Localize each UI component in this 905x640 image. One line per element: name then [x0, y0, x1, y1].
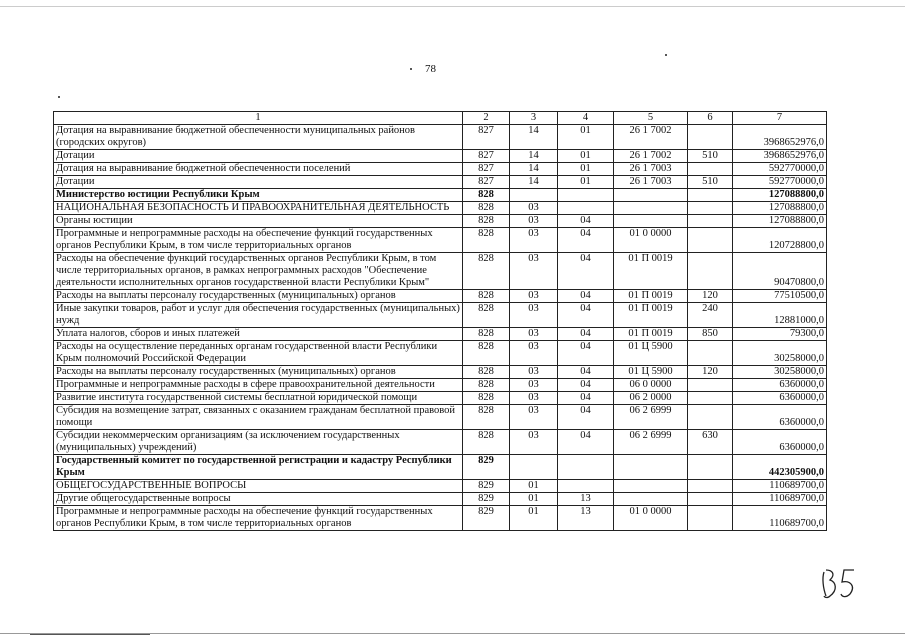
subsection-code-cell: 01 [558, 163, 614, 176]
table-row [54, 328, 827, 341]
amount-cell: 3968652976,0 [733, 150, 827, 163]
expense-type-cell [688, 189, 733, 202]
expense-type-cell [688, 125, 733, 150]
expense-type-cell [688, 493, 733, 506]
target-code-cell [614, 455, 688, 480]
expense-name-cell: Государственный комитет по государственной регистрации и кадастру Республики Крым [54, 455, 463, 480]
table-row [54, 480, 827, 493]
expense-type-cell: 630 [688, 430, 733, 455]
table-row [54, 506, 827, 531]
subsection-code-cell [558, 455, 614, 480]
scan-edge-bottom [0, 633, 905, 634]
subsection-code-cell: 04 [558, 405, 614, 430]
table-row [54, 202, 827, 215]
table-row [54, 455, 827, 480]
target-code-cell: 01 П 0019 [614, 253, 688, 290]
target-code-cell [614, 215, 688, 228]
table-row [54, 228, 827, 253]
target-code-cell: 01 П 0019 [614, 328, 688, 341]
amount-cell: 6360000,0 [733, 405, 827, 430]
table-row [54, 392, 827, 405]
amount-cell: 30258000,0 [733, 366, 827, 379]
amount-cell: 6360000,0 [733, 379, 827, 392]
expense-name-cell: Расходы на обеспечение функций государственных органов Республики Крым, в том числе территориальных органов, в рамках непрограммных расходов "Обеспечение деятельности исполнительных органов государственной власти Республики Крым" [54, 253, 463, 290]
expense-type-cell [688, 163, 733, 176]
amount-cell: 592770000,0 [733, 176, 827, 189]
subsection-code-cell: 04 [558, 392, 614, 405]
handwritten-annotation [820, 566, 868, 606]
ministry-code-cell: 828 [463, 379, 510, 392]
subsection-code-cell [558, 202, 614, 215]
subsection-code-cell: 04 [558, 341, 614, 366]
subsection-code-cell: 04 [558, 366, 614, 379]
expense-type-cell [688, 202, 733, 215]
amount-cell: 110689700,0 [733, 493, 827, 506]
header-cell: 3 [510, 112, 558, 125]
ministry-code-cell: 828 [463, 215, 510, 228]
ministry-code-cell: 828 [463, 202, 510, 215]
section-code-cell: 03 [510, 366, 558, 379]
expense-type-cell [688, 506, 733, 531]
expense-type-cell: 850 [688, 328, 733, 341]
amount-cell: 442305900,0 [733, 455, 827, 480]
amount-cell: 6360000,0 [733, 392, 827, 405]
expense-name-cell: Дотации [54, 176, 463, 189]
scan-speck [58, 96, 60, 98]
expense-name-cell: Органы юстиции [54, 215, 463, 228]
subsection-code-cell: 04 [558, 215, 614, 228]
expense-name-cell: Дотация на выравнивание бюджетной обеспеченности поселений [54, 163, 463, 176]
expense-type-cell [688, 215, 733, 228]
expense-name-cell: Субсидия на возмещение затрат, связанных с оказанием гражданам бесплатной правовой помощи [54, 405, 463, 430]
amount-cell: 6360000,0 [733, 430, 827, 455]
expense-name-cell: Дотация на выравнивание бюджетной обеспеченности муниципальных районов (городских округов) [54, 125, 463, 150]
table-row [54, 176, 827, 189]
subsection-code-cell: 13 [558, 493, 614, 506]
amount-cell: 120728800,0 [733, 228, 827, 253]
table-header-row [54, 112, 827, 125]
target-code-cell: 01 П 0019 [614, 290, 688, 303]
expense-name-cell: Программные и непрограммные расходы на обеспечение функций государственных органов Республики Крым, в том числе территориальных органов [54, 506, 463, 531]
subsection-code-cell [558, 480, 614, 493]
amount-cell: 12881000,0 [733, 303, 827, 328]
section-code-cell: 01 [510, 506, 558, 531]
subsection-code-cell: 04 [558, 303, 614, 328]
target-code-cell: 26 1 7003 [614, 176, 688, 189]
page-number: 78 [425, 63, 436, 75]
target-code-cell: 01 П 0019 [614, 303, 688, 328]
target-code-cell [614, 480, 688, 493]
expense-type-cell [688, 379, 733, 392]
table-row [54, 379, 827, 392]
subsection-code-cell: 04 [558, 430, 614, 455]
subsection-code-cell: 13 [558, 506, 614, 531]
table-row [54, 493, 827, 506]
amount-cell: 77510500,0 [733, 290, 827, 303]
table-row [54, 430, 827, 455]
table-row [54, 405, 827, 430]
expense-name-cell: Министерство юстиции Республики Крым [54, 189, 463, 202]
table-row [54, 366, 827, 379]
subsection-code-cell: 04 [558, 253, 614, 290]
expense-type-cell [688, 480, 733, 493]
section-code-cell: 01 [510, 480, 558, 493]
header-cell: 6 [688, 112, 733, 125]
expense-name-cell: Уплата налогов, сборов и иных платежей [54, 328, 463, 341]
section-code-cell: 14 [510, 176, 558, 189]
target-code-cell [614, 189, 688, 202]
expense-type-cell [688, 392, 733, 405]
ministry-code-cell: 829 [463, 506, 510, 531]
expense-name-cell: Расходы на осуществление переданных органам государственной власти Республики Крым полномочий Российской Федерации [54, 341, 463, 366]
expense-type-cell [688, 253, 733, 290]
expense-name-cell: Программные и непрограммные расходы на обеспечение функций государственных органов Республики Крым, в том числе территориальных органов [54, 228, 463, 253]
expense-name-cell: Иные закупки товаров, работ и услуг для обеспечения государственных (муниципальных) нужд [54, 303, 463, 328]
table-row [54, 125, 827, 150]
amount-cell: 90470800,0 [733, 253, 827, 290]
ministry-code-cell: 827 [463, 150, 510, 163]
target-code-cell: 01 Ц 5900 [614, 341, 688, 366]
target-code-cell: 06 0 0000 [614, 379, 688, 392]
table-row [54, 150, 827, 163]
target-code-cell: 06 2 6999 [614, 430, 688, 455]
header-cell: 5 [614, 112, 688, 125]
expense-name-cell: Расходы на выплаты персоналу государственных (муниципальных) органов [54, 290, 463, 303]
expense-name-cell: Субсидии некоммерческим организациям (за исключением государственных (муниципальных) учреждений) [54, 430, 463, 455]
scan-edge-top [0, 6, 905, 7]
ministry-code-cell: 829 [463, 455, 510, 480]
expense-name-cell: Дотации [54, 150, 463, 163]
amount-cell: 79300,0 [733, 328, 827, 341]
table-row [54, 163, 827, 176]
section-code-cell: 03 [510, 303, 558, 328]
amount-cell: 127088800,0 [733, 215, 827, 228]
section-code-cell: 03 [510, 430, 558, 455]
subsection-code-cell [558, 189, 614, 202]
target-code-cell [614, 493, 688, 506]
ministry-code-cell: 828 [463, 189, 510, 202]
target-code-cell: 26 1 7002 [614, 125, 688, 150]
expense-type-cell: 120 [688, 366, 733, 379]
header-cell: 4 [558, 112, 614, 125]
subsection-code-cell: 04 [558, 228, 614, 253]
section-code-cell: 03 [510, 328, 558, 341]
target-code-cell: 06 2 0000 [614, 392, 688, 405]
target-code-cell: 01 0 0000 [614, 506, 688, 531]
amount-cell: 592770000,0 [733, 163, 827, 176]
expense-type-cell: 510 [688, 150, 733, 163]
expense-name-cell: Другие общегосударственные вопросы [54, 493, 463, 506]
expense-type-cell [688, 341, 733, 366]
ministry-code-cell: 829 [463, 493, 510, 506]
section-code-cell: 03 [510, 379, 558, 392]
table-row [54, 341, 827, 366]
section-code-cell [510, 455, 558, 480]
ministry-code-cell: 828 [463, 430, 510, 455]
section-code-cell: 03 [510, 405, 558, 430]
target-code-cell: 26 1 7003 [614, 163, 688, 176]
target-code-cell: 01 Ц 5900 [614, 366, 688, 379]
expense-name-cell: ОБЩЕГОСУДАРСТВЕННЫЕ ВОПРОСЫ [54, 480, 463, 493]
ministry-code-cell: 827 [463, 176, 510, 189]
ministry-code-cell: 828 [463, 341, 510, 366]
ministry-code-cell: 829 [463, 480, 510, 493]
ministry-code-cell: 828 [463, 405, 510, 430]
expense-type-cell [688, 455, 733, 480]
amount-cell: 110689700,0 [733, 506, 827, 531]
expense-type-cell [688, 228, 733, 253]
section-code-cell [510, 189, 558, 202]
scan-speck [410, 68, 412, 70]
ministry-code-cell: 828 [463, 328, 510, 341]
amount-cell: 127088800,0 [733, 202, 827, 215]
subsection-code-cell: 04 [558, 290, 614, 303]
table-row [54, 253, 827, 290]
expense-name-cell: Программные и непрограммные расходы в сфере правоохранительной деятельности [54, 379, 463, 392]
target-code-cell: 06 2 6999 [614, 405, 688, 430]
section-code-cell: 03 [510, 290, 558, 303]
amount-cell: 3968652976,0 [733, 125, 827, 150]
ministry-code-cell: 827 [463, 125, 510, 150]
ministry-code-cell: 828 [463, 366, 510, 379]
amount-cell: 127088800,0 [733, 189, 827, 202]
section-code-cell: 03 [510, 341, 558, 366]
subsection-code-cell: 04 [558, 379, 614, 392]
expense-type-cell: 510 [688, 176, 733, 189]
table-row [54, 303, 827, 328]
ministry-code-cell: 828 [463, 303, 510, 328]
section-code-cell: 14 [510, 163, 558, 176]
subsection-code-cell: 04 [558, 328, 614, 341]
table-row [54, 189, 827, 202]
target-code-cell: 26 1 7002 [614, 150, 688, 163]
section-code-cell: 03 [510, 253, 558, 290]
expense-name-cell: Развитие института государственной системы бесплатной юридической помощи [54, 392, 463, 405]
section-code-cell: 14 [510, 125, 558, 150]
amount-cell: 110689700,0 [733, 480, 827, 493]
section-code-cell: 03 [510, 215, 558, 228]
expense-name-cell: НАЦИОНАЛЬНАЯ БЕЗОПАСНОСТЬ И ПРАВООХРАНИТЕЛЬНАЯ ДЕЯТЕЛЬНОСТЬ [54, 202, 463, 215]
subsection-code-cell: 01 [558, 176, 614, 189]
budget-table [53, 111, 827, 531]
ministry-code-cell: 828 [463, 392, 510, 405]
ministry-code-cell: 828 [463, 253, 510, 290]
expense-type-cell [688, 405, 733, 430]
section-code-cell: 01 [510, 493, 558, 506]
subsection-code-cell: 01 [558, 125, 614, 150]
section-code-cell: 03 [510, 228, 558, 253]
amount-cell: 30258000,0 [733, 341, 827, 366]
table-row [54, 215, 827, 228]
header-cell: 7 [733, 112, 827, 125]
section-code-cell: 14 [510, 150, 558, 163]
section-code-cell: 03 [510, 202, 558, 215]
expense-name-cell: Расходы на выплаты персоналу государственных (муниципальных) органов [54, 366, 463, 379]
ministry-code-cell: 828 [463, 290, 510, 303]
header-cell: 1 [54, 112, 463, 125]
scan-speck [665, 54, 667, 56]
target-code-cell [614, 202, 688, 215]
ministry-code-cell: 828 [463, 228, 510, 253]
ministry-code-cell: 827 [463, 163, 510, 176]
target-code-cell: 01 0 0000 [614, 228, 688, 253]
expense-type-cell: 240 [688, 303, 733, 328]
header-cell: 2 [463, 112, 510, 125]
table-row [54, 290, 827, 303]
expense-type-cell: 120 [688, 290, 733, 303]
section-code-cell: 03 [510, 392, 558, 405]
subsection-code-cell: 01 [558, 150, 614, 163]
